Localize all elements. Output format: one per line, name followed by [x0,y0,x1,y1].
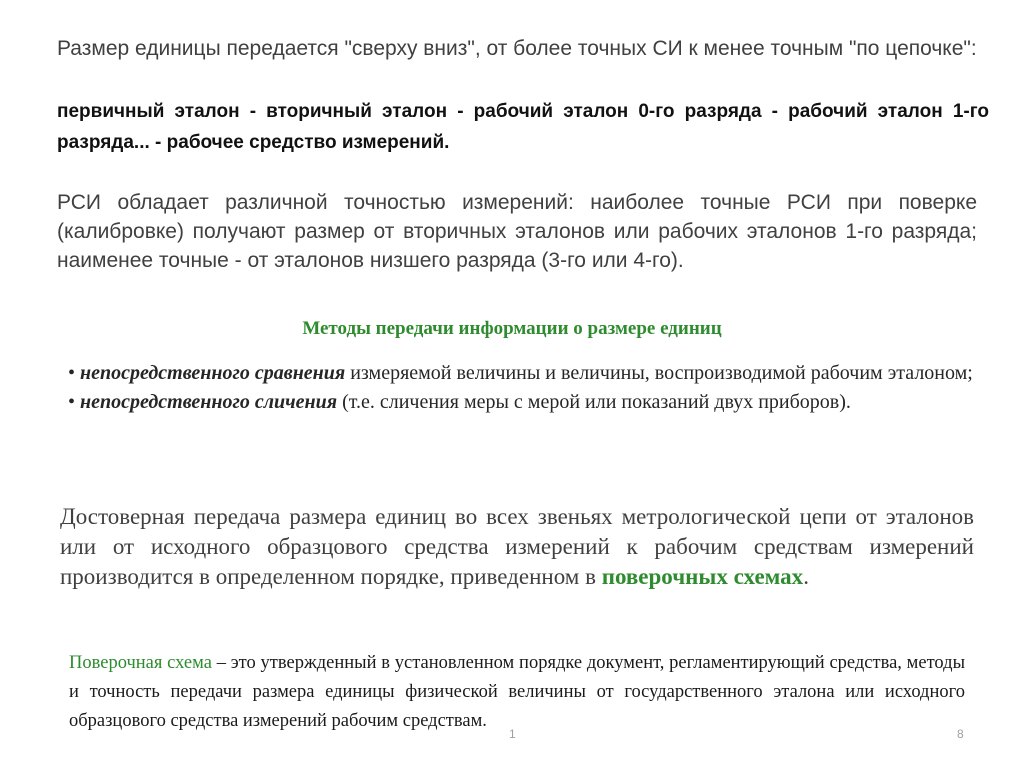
rsi-accuracy-paragraph: РСИ обладает различной точностью измерений: наиболее точные РСИ при поверке (калибровке) получают размер от вторичных эталонов или рабочих эталонов 1-го разряда; наименее точные - от эталонов низшего разряда (3-го или 4-го). [57,191,977,272]
scheme-text: – это утвержденный в установленном порядке документ, регламентирующий средства, методы и точность передачи размера единицы физической величины от государственного эталона или исходного образцового средства измерений рабочим средствам. [69,653,965,731]
methods-heading: Методы передачи информации о размере единиц [302,318,722,339]
verification-schemes-highlight: поверочных схемах [601,564,804,589]
scheme-term: Поверочная схема [69,653,212,673]
reliable-text: Достоверная передача размера единиц во всех звеньях метрологической цепи от эталонов или от исходного образцового средства измерений к рабочим средствам измерений производится в определенном порядке, приведенном в [60,504,974,589]
list-item [68,388,974,417]
method-description: измеряемой величины и величины, воспроизводимой рабочим эталоном; [345,362,973,384]
methods-list [68,359,974,417]
bullet: • [68,391,76,413]
page-number: 8 [957,727,964,741]
method-term: непосредственного сравнения [80,362,346,384]
list-item [68,359,974,388]
method-term: непосредственного сличения [80,391,338,413]
reliable-transfer-paragraph [60,502,974,592]
method-description: (т.е. сличения меры с мерой или показаний двух приборов). [337,391,851,413]
verification-scheme-definition [69,649,965,736]
reliable-end: . [803,564,809,589]
bullet: • [68,362,76,384]
standards-chain-paragraph: первичный эталон - вторичный эталон - рабочий эталон 0-го разряда - рабочий эталон 1-го разряда... - рабочее средство измерений. [57,101,989,153]
intro-paragraph: Размер единицы передается "сверху вниз", от более точных СИ к менее точным "по цепочке": [57,37,977,60]
footer-number-left: 1 [509,727,516,741]
